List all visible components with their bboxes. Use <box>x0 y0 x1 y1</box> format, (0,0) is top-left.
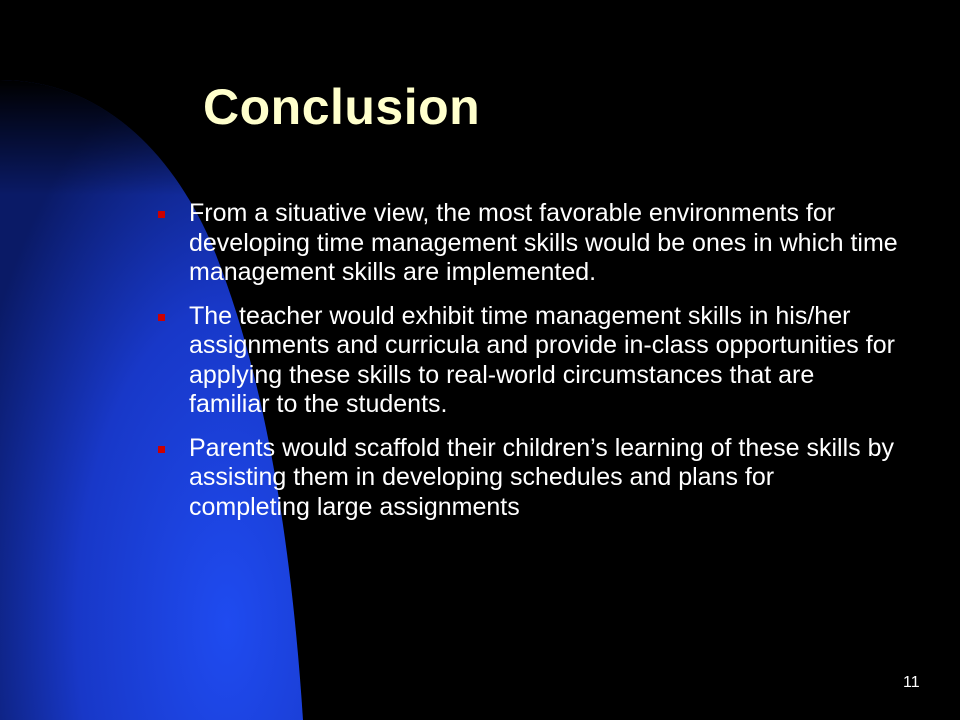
bullet-item <box>158 434 898 523</box>
square-bullet-icon <box>158 211 165 218</box>
square-bullet-icon <box>158 314 165 321</box>
page-number: 11 <box>903 674 920 691</box>
bullet-item <box>158 199 898 288</box>
bullet-text: The teacher would exhibit time management skills in his/her assignments and curricula and provide in-class opportunities for applying these skills to real-world circumstances that are familiar to the students. <box>189 301 895 418</box>
bullet-text: Parents would scaffold their children’s learning of these skills by assisting them in developing schedules and plans for completing large assignments <box>189 433 895 521</box>
bullet-list <box>158 199 898 536</box>
square-bullet-icon <box>158 446 165 453</box>
bullet-item <box>158 302 898 420</box>
slide-title: Conclusion <box>203 79 481 135</box>
bullet-text: From a situative view, the most favorable environments for developing time management skills would be ones in which time management skills are implemented. <box>189 199 898 286</box>
